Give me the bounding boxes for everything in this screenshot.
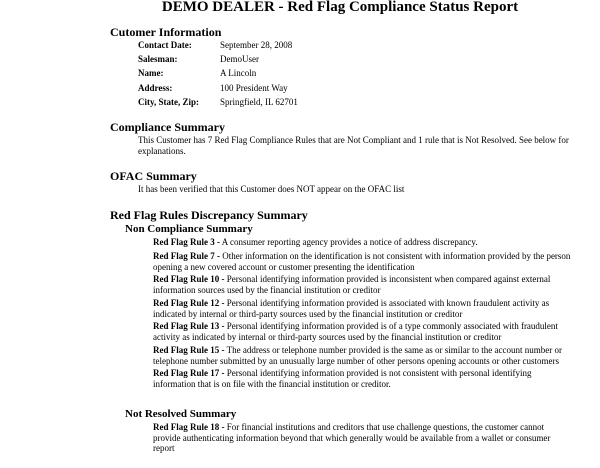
compliance-summary-section <box>110 121 580 134</box>
rule-name: Red Flag Rule 13 - <box>153 321 225 331</box>
rule-name: Red Flag Rule 12 - <box>153 298 225 308</box>
rule-item <box>153 251 573 272</box>
address-value: 100 President Way <box>220 82 288 93</box>
name-value: A Lincoln <box>220 68 257 79</box>
rule-text: Personal identifying information provided is associated with known fraudulent activity as indicated by internal or third-party sources used by the financial institution or creditor <box>153 298 550 319</box>
rule-item <box>153 345 573 366</box>
name-label: Name: <box>138 68 164 79</box>
customer-info-row <box>138 54 298 68</box>
salesman-value: DemoUser <box>220 54 259 65</box>
rule-item <box>153 422 573 454</box>
ofac-summary-section <box>110 170 580 183</box>
rule-item <box>153 298 573 319</box>
rule-item <box>153 274 573 295</box>
ofac-summary-heading: OFAC Summary <box>110 169 197 183</box>
rule-item <box>153 237 573 248</box>
rule-name: Red Flag Rule 10 - <box>153 274 225 284</box>
discrepancy-summary-heading: Red Flag Rules Discrepancy Summary <box>110 208 308 222</box>
rule-text: The address or telephone number provided is the same as or similar to the account number or telephone number submitted by an unusually large number of other persons opening accounts or other customers <box>153 345 562 366</box>
rule-text: A consumer reporting agency provides a notice of address discrepancy. <box>220 237 478 247</box>
customer-info-row <box>138 97 298 111</box>
contact-date-label: Contact Date: <box>138 40 192 50</box>
salesman-label: Salesman: <box>138 54 178 65</box>
customer-info-row <box>138 40 298 54</box>
report-title: DEMO DEALER - Red Flag Compliance Status Report <box>161 0 519 15</box>
compliance-summary-heading: Compliance Summary <box>110 120 225 134</box>
rule-item <box>153 368 573 389</box>
city-state-zip-value: Springfield, IL 62701 <box>220 96 298 107</box>
rule-text: Other information on the identification is not consistent with information provided by the person opening a new covered account or customer presenting the identification <box>153 251 571 272</box>
contact-date-value: September 28, 2008 <box>220 40 293 50</box>
rule-text: Personal identifying information provided is inconsistent when compared against external information sources used by the financial institution or creditor <box>153 274 551 295</box>
customer-info-table <box>138 40 298 111</box>
rule-name: Red Flag Rule 3 - <box>153 237 220 247</box>
rule-name: Red Flag Rule 15 - <box>153 345 225 355</box>
customer-info-row <box>138 68 298 82</box>
not-resolved-heading: Not Resolved Summary <box>125 408 237 420</box>
customer-info-section <box>110 26 580 39</box>
non-compliance-heading: Non Compliance Summary <box>125 223 253 235</box>
compliance-summary-text: This Customer has 7 Red Flag Compliance Rules that are Not Compliant and 1 rule that is Not Resolved. See below for explanations. <box>138 135 569 156</box>
rule-text: Personal identifying information provided is of a type commonly associated with fraudulent activity as indicated by internal or third-party sources used by the financial institution or creditor <box>153 321 558 342</box>
customer-info-heading: Cutomer Information <box>110 25 222 39</box>
rule-item <box>153 321 573 342</box>
rule-text: For financial institutions and creditors that use challenge questions, the customer cannot provide authenticating information beyond that which generally would be available from a wallet or consumer report <box>153 422 551 453</box>
city-state-zip-label: City, State, Zip: <box>138 96 200 107</box>
rule-name: Red Flag Rule 17 - <box>153 368 225 378</box>
rule-name: Red Flag Rule 7 - <box>153 251 220 261</box>
ofac-summary-text: It has been verified that this Customer does NOT appear on the OFAC list <box>138 184 405 194</box>
customer-info-row <box>138 83 298 97</box>
rule-name: Red Flag Rule 18 - <box>153 422 225 432</box>
rule-text: Personal identifying information provided is not consistent with personal identifying information that is on file with the financial institution or creditor. <box>153 368 532 389</box>
discrepancy-summary-section <box>110 209 580 222</box>
address-label: Address: <box>138 82 173 93</box>
